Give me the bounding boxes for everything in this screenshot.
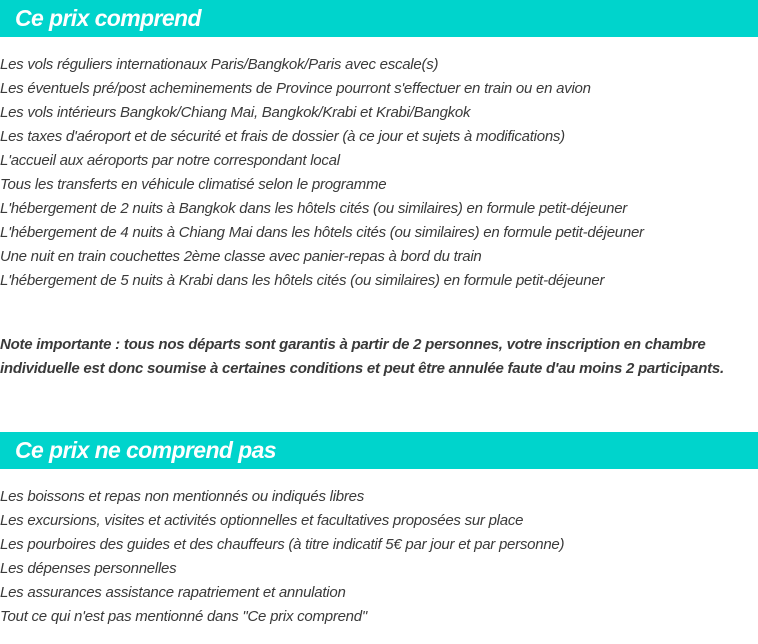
included-item: Les éventuels pré/post acheminements de Province pourront s'effectuer en train ou en avion xyxy=(0,80,591,97)
included-section-header xyxy=(0,0,758,37)
excluded-item: Les excursions, visites et activités optionnelles et facultatives proposées sur place xyxy=(0,512,524,529)
included-item: Les vols réguliers internationaux Paris/Bangkok/Paris avec escale(s) xyxy=(0,56,439,73)
excluded-item: Les dépenses personnelles xyxy=(0,560,177,577)
included-item: Les taxes d'aéroport et de sécurité et frais de dossier (à ce jour et sujets à modifications) xyxy=(0,128,565,145)
included-item: Une nuit en train couchettes 2ème classe avec panier-repas à bord du train xyxy=(0,248,482,265)
included-item: L'hébergement de 2 nuits à Bangkok dans les hôtels cités (ou similaires) en formule petit-déjeuner xyxy=(0,200,628,217)
excluded-item: Tout ce qui n'est pas mentionné dans "Ce prix comprend" xyxy=(0,608,367,625)
excluded-items-list xyxy=(0,485,758,629)
included-item: Tous les transferts en véhicule climatisé selon le programme xyxy=(0,176,387,193)
included-item: L'hébergement de 5 nuits à Krabi dans les hôtels cités (ou similaires) en formule petit-déjeuner xyxy=(0,272,605,289)
excluded-section-header xyxy=(0,432,758,469)
included-item: Les vols intérieurs Bangkok/Chiang Mai, Bangkok/Krabi et Krabi/Bangkok xyxy=(0,104,471,121)
excluded-section-title: Ce prix ne comprend pas xyxy=(15,437,276,463)
excluded-item: Les pourboires des guides et des chauffeurs (à titre indicatif 5€ par jour et par personne) xyxy=(0,536,565,553)
included-section-title: Ce prix comprend xyxy=(15,5,201,31)
included-item: L'accueil aux aéroports par notre correspondant local xyxy=(0,152,340,169)
included-item: L'hébergement de 4 nuits à Chiang Mai dans les hôtels cités (ou similaires) en formule petit-déjeuner xyxy=(0,224,644,241)
excluded-item: Les boissons et repas non mentionnés ou indiqués libres xyxy=(0,488,364,505)
important-note: Note importante : tous nos départs sont garantis à partir de 2 personnes, votre inscription en chambre individuelle est donc soumise à certaines conditions et peut être annulée faute d'au moins 2 participants. xyxy=(0,336,724,377)
excluded-item: Les assurances assistance rapatriement et annulation xyxy=(0,584,346,601)
included-items-list xyxy=(0,53,758,293)
